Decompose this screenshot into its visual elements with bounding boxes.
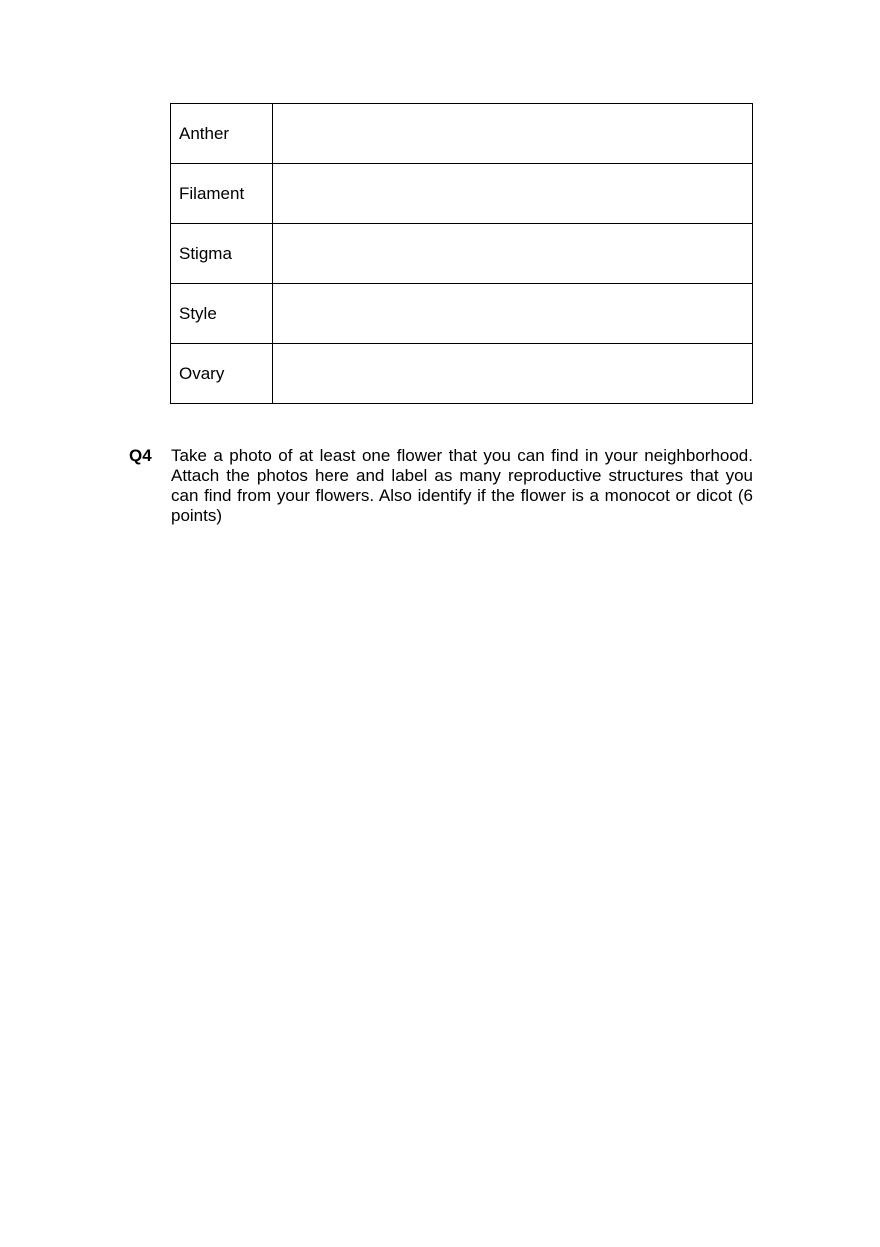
structure-answer-cell[interactable]	[273, 164, 753, 224]
flower-structure-table	[170, 103, 753, 404]
structure-answer-cell[interactable]	[273, 344, 753, 404]
question-number: Q4	[129, 446, 152, 465]
structure-answer-cell[interactable]	[273, 104, 753, 164]
structure-label: Filament	[171, 164, 273, 224]
question-text: Take a photo of at least one flower that you can find in your neighborhood. Attach the photos here and label as many reproductive structures that you can find from your flowers. Also identify if the flower is a monocot or dicot (6 points)	[171, 446, 753, 525]
table-row	[171, 284, 753, 344]
table-row	[171, 344, 753, 404]
table-row	[171, 164, 753, 224]
table-row	[171, 104, 753, 164]
structure-label: Ovary	[171, 344, 273, 404]
question-block	[129, 446, 753, 526]
table-row	[171, 224, 753, 284]
structure-label: Anther	[171, 104, 273, 164]
structure-label: Stigma	[171, 224, 273, 284]
structure-label: Style	[171, 284, 273, 344]
structure-answer-cell[interactable]	[273, 224, 753, 284]
structure-answer-cell[interactable]	[273, 284, 753, 344]
